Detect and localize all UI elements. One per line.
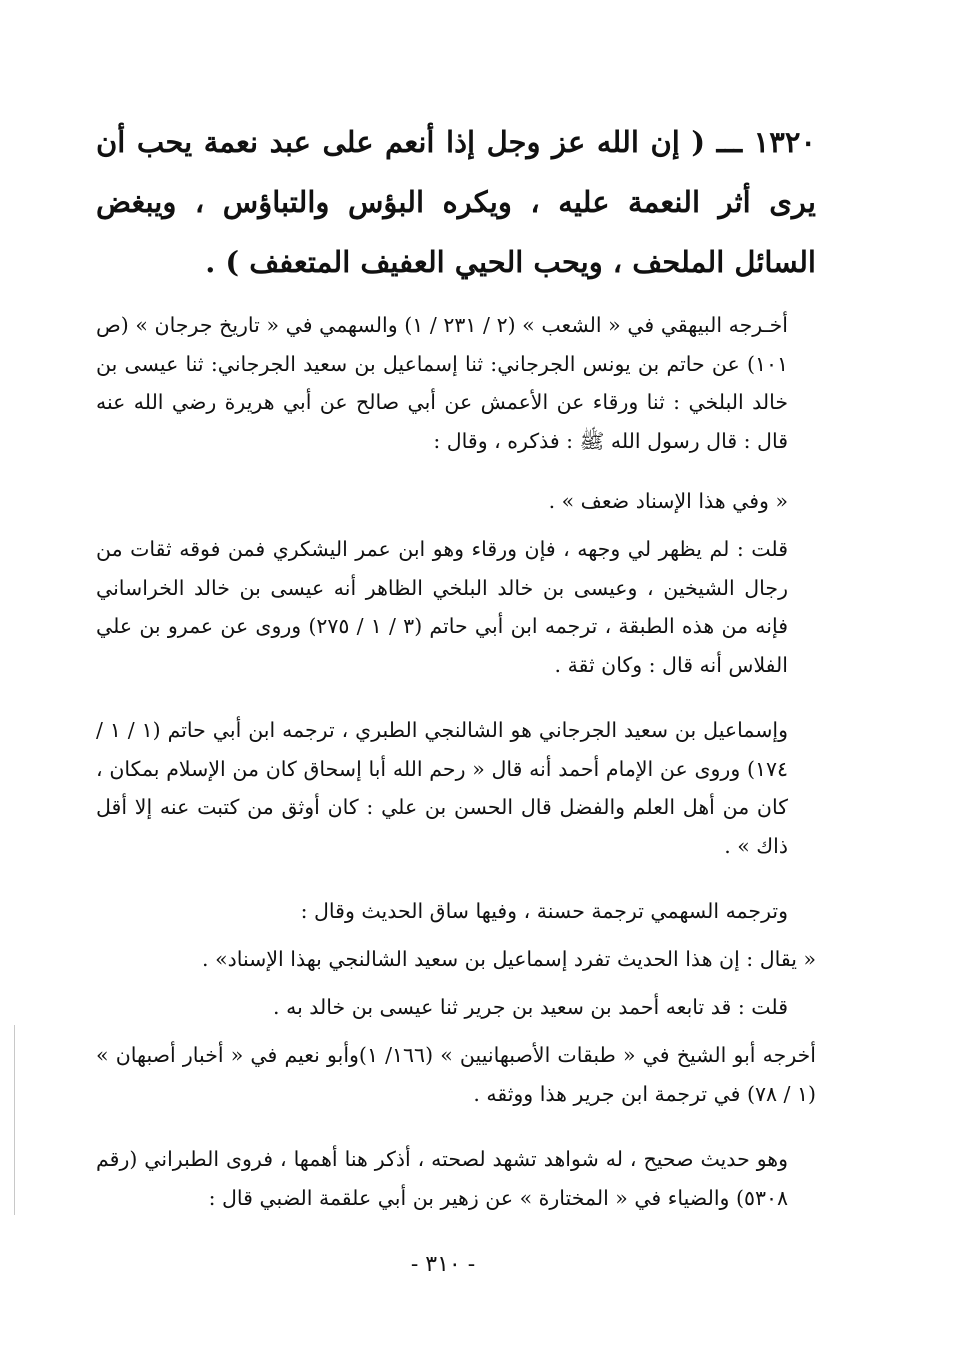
paragraph: أخـرجه البيهقي في « الشعب » (٢ / ٢٣١ / ١) والسهمي في « تاريخ جرجان » (ص ١٠١) عن حاتم بن يونس الجرجاني: ثنا إسماعيل بن سعيد الجرجاني: ثنا عيسى بن خالد البلخي : ثنا ورقاء عن الأعمش عن أبي صالح عن أبي هريرة رضي الله عنه قال : قال رسول الله ﷺ : فذكره ، وقال : (96, 313, 788, 453)
paragraph-takhrij (96, 306, 816, 460)
margin-rule (14, 1025, 15, 1215)
hadith-number: ١٣٢٠ (753, 125, 816, 159)
paragraph-author-note-1 (96, 530, 816, 684)
paragraph-baihaqi-quote (96, 482, 816, 521)
paragraph-sahmi (96, 892, 816, 931)
paragraph: « يقال : إن هذا الحديث تفرد إسماعيل بن سعيد الشالنجي بهذا الإسناد» . (202, 947, 816, 971)
hadith-text: ( إن الله عز وجل إذا أنعم على عبد نعمة يحب أن يرى أثر النعمة عليه ، ويكره البؤس والتباؤس ، ويبغض السائل الملحف ، ويحب الحيي العفيف المتعفف ) . (96, 125, 816, 279)
page-number: - ٣١٠ - (410, 1252, 476, 1277)
paragraph-ismail-biography (96, 711, 816, 865)
paragraph: وترجمه السهمي ترجمة حسنة ، وفيها ساق الحديث وقال : (300, 899, 788, 923)
paragraph: أخرجه أبو الشيخ في « طبقات الأصبهانيين » (١٦٦/ ١)وأبو نعيم في « أخبار أصبهان » (١ / ٧٨) في ترجمة ابن جرير هذا ووثقه . (96, 1043, 816, 1106)
paragraph-author-note-2 (96, 988, 816, 1027)
hadith-dash: ـــ (716, 125, 743, 159)
paragraph-shawahid (96, 1140, 816, 1217)
paragraph-abu-shaykh (96, 1036, 816, 1113)
hadith-block (96, 112, 816, 292)
paragraph: « وفي هذا الإسناد ضعف » . (548, 489, 788, 513)
paragraph: وإسماعيل بن سعيد الجرجاني هو الشالنجي الطبري ، ترجمه ابن أبي حاتم (١ / ١ / ١٧٤) وروى عن الإمام أحمد أنه قال « رحم الله أبا إسحاق كان من الإسلام بمكان ، كان من أهل العلم والفضل قال الحسن بن علي : كان أوثق من كتبت عنه إلا أقل ذاك » . (96, 718, 788, 858)
paragraph: قلت : قد تابعه أحمد بن سعيد بن جرير ثنا عيسى بن خالد به . (273, 995, 788, 1019)
paragraph: وهو حديث صحيح ، له شواهد تشهد لصحته ، أذكر هنا أهمها ، فروى الطبراني (رقم ٥٣٠٨) والضياء في « المختارة » عن زهير بن أبي علقمة الضبي قال : (96, 1147, 788, 1210)
paragraph: قلت : لم يظهر لي وجهه ، فإن ورقاء وهو ابن عمر اليشكري فمن فوقه ثقات من رجال الشيخين ، وعيسى بن خالد البلخي الظاهر أنه عيسى بن خالد الخراساني فإنه من هذه الطبقة ، ترجمه ابن أبي حاتم (٣ / ١ / ٢٧٥) وروى عن عمرو بن علي الفلاس أنه قال : وكان ثقة . (96, 537, 789, 677)
paragraph-sahmi-quote (96, 940, 816, 979)
